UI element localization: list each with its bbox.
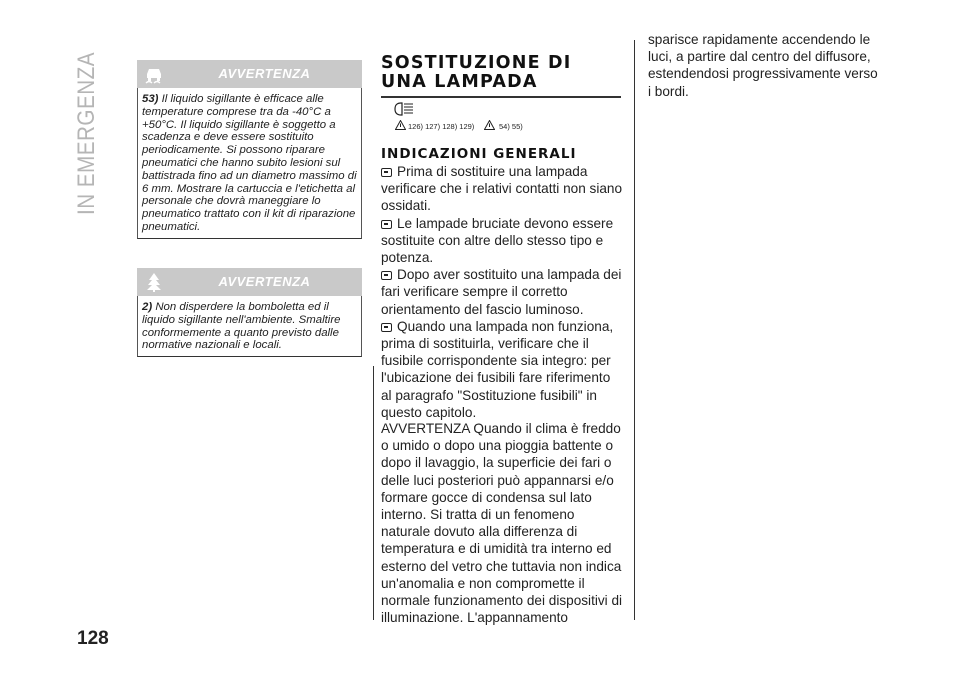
subsection-title: INDICAZIONI GENERALI (381, 146, 577, 162)
warning-text: Non disperdere la bomboletta ed il liquido sigillante nell'ambiente. Smaltire conformemente a quanto previsto dalle normative nazionali e locali. (142, 301, 341, 352)
warning-body (137, 296, 362, 357)
continuation-text: sparisce rapidamente accendendo le luci, a partire dal centro del diffusore, estendendosi progressivamente verso i bordi. (648, 32, 878, 99)
column-divider (634, 40, 635, 620)
list-item (381, 318, 624, 421)
warning-ref: 53) (142, 93, 159, 105)
warning-header (137, 268, 362, 296)
bullet-icon (381, 271, 392, 280)
list-item-text: Quando una lampada non funziona, prima di sostituirla, verificare che il fusibile corrispondente sia integro: per l'ubicazione dei fusibili fare riferimento al paragrafo "Sostituzione fusibili" in questo capitolo. (381, 318, 614, 420)
instructions-list (381, 163, 624, 421)
warning-text: Il liquido sigillante è efficace alle temperature comprese tra da -40°C a +50°C. Il liquido sigillante è soggetto a scadenza e deve essere sostituito periodicamente. Si possono riparare pneumatici che hanno subito lesioni sul battistrada fino ad un diametro massimo di 6 mm. Mostrare la cartuccia e l'etichetta al personale che dovrà maneggiare lo pneumatico trattato con il kit di riparazione pneumatici. (142, 93, 357, 233)
chapter-side-label (60, 50, 105, 215)
list-item-text: Prima di sostituire una lampada verificare che i relativi contatti non siano ossidati. (381, 164, 623, 214)
warning-body (137, 88, 362, 239)
page-number: 128 (77, 628, 109, 649)
chapter-side-label-text: IN EMERGENZA (73, 50, 100, 215)
list-item-text: Le lampade bruciate devono essere sostituite con altre dello stesso tipo e potenza. (381, 215, 614, 266)
warning-references (381, 102, 621, 136)
headlamp-icon (393, 102, 415, 116)
section-title-underline (381, 96, 621, 98)
warning-ref: 2) (142, 301, 153, 313)
list-item (381, 163, 624, 215)
warning-triangle-icon (395, 120, 406, 130)
warning-box-tire-sealant (137, 60, 362, 239)
warning-title: AVVERTENZA (218, 274, 311, 289)
attention-triangle-icon (484, 120, 495, 130)
warning-title: AVVERTENZA (218, 66, 311, 81)
bullet-icon (381, 220, 392, 229)
column-divider (373, 366, 374, 620)
list-item (381, 266, 624, 318)
bullet-icon (381, 323, 392, 332)
bullet-icon (381, 168, 392, 177)
list-item-text: Dopo aver sostituito una lampada dei fari verificare sempre il corretto orientamento del fascio luminoso. (381, 267, 622, 317)
list-item (381, 215, 624, 267)
warning-refs-text: 126) 127) 128) 129) (408, 122, 475, 131)
section-title (381, 54, 621, 92)
warning-box-environment (137, 268, 362, 357)
attention-refs-text: 54) 55) (499, 122, 523, 131)
section-title-line: UNA LAMPADA (381, 72, 538, 92)
warning-header (137, 60, 362, 88)
section-title-line: SOSTITUZIONE DI (381, 53, 572, 73)
condensation-note: AVVERTENZA Quando il clima è freddo o umido o dopo una pioggia battente o dopo il lavaggio, la superficie dei fari o delle luci posteriori può appannarsi e/o formare gocce di condensa sul lato interno. Si tratta di un fenomeno naturale dovuto alla differenza di temperatura e di umidità tra interno ed esterno del vetro che tuttavia non indica un'anomalia e non compromette il normale funzionamento dei dispositivi di illuminazione. L'appannamento (381, 421, 623, 626)
